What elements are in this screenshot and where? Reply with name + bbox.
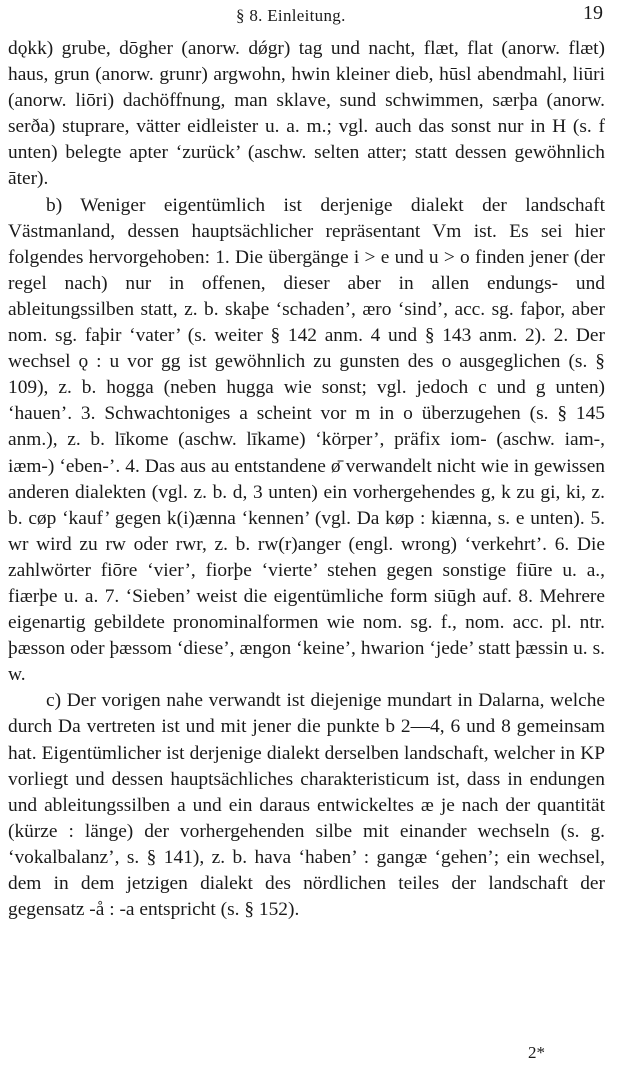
page-number: 19 bbox=[583, 2, 603, 24]
signature-mark: 2* bbox=[528, 1043, 545, 1062]
paragraph-b-vastmanland: b) Weniger eigentümlich ist derjenige dialekt der landschaft Västmanland, dessen hauptsächlicher repräsentant Vm ist. Es sei hier folgendes hervorgehoben: 1. Die übergänge i > e und u > o finden jener (der regel nach) nur in offenen, dieser aber in allen endungs- und ableitungssilben statt, z. b. skaþe ‘schaden’, æro ‘sind’, acc. sg. faþor, aber nom. sg. faþir ‘vater’ (s. weiter § 142 anm. 4 und § 143 anm. 2). 2. Der wechsel ǫ : u vor gg ist gewöhnlich zu gunsten des o ausgeglichen (s. § 109), z. b. hogga (neben hugga wie sonst; vgl. jedoch c und g unten) ‘hauen’. 3. Schwachtoniges a scheint vor m in o überzugehen (s. § 145 anm.), z. b. līkome (aschw. līkame) ‘körper’, präfix iom- (aschw. iam-, iæm-) ‘eben-’. 4. Das aus au entstandene ø̄ verwandelt nicht wie in gewissen anderen dialekten (vgl. z. b. d, 3 unten) ein vorhergehendes g, k zu gi, ki, z. b. cøp ‘kauf’ gegen k(i)ænna ‘kennen’ (vgl. Da køp : kiænna, s. e unten). 5. wr wird zu rw oder rwr, z. b. rw(r)anger (engl. wrong) ‘verkehrt’. 6. Die zahlwörter fiōre ‘vier’, fiorþe ‘vierte’ stehen gegen sonstige fiūre u. a., fiærþe u. a. 7. ‘Sieben’ weist die eigentümliche form siūgh auf. 8. Mehrere eigenartig gebildete pronominalformen wie nom. sg. f., nom. acc. pl. ntr. þæsson oder þæssom ‘diese’, ængon ‘keine’, hwarion ‘jede’ statt þæssin u. s. w. bbox=[8, 194, 605, 686]
body-text bbox=[8, 36, 605, 923]
running-head-title: § 8. Einleitung. bbox=[236, 6, 346, 25]
paragraph-c-dalarna: c) Der vorigen nahe verwandt ist diejenige mundart in Dalarna, welche durch Da vertreten ist und mit jener die punkte b 2—4, 6 und 8 gemeinsam hat. Eigentümlicher ist derjenige dialekt derselben landschaft, welcher in KP vorliegt und dessen hauptsächliches charakteristicum ist, dass in endungen und ableitungssilben a und ein daraus entwickeltes æ je nach der quantität (kürze : länge) der vorhergehenden silbe mit einander wechseln (s. g. ‘vokalbalanz’, s. § 141), z. b. hava ‘haben’ : gangæ ‘gehen’; ein wechsel, dem in dem jetzigen dialekt des nördlichen teiles der landschaft der gegensatz -å : -a entspricht (s. § 152). bbox=[8, 690, 605, 921]
paragraph-a-continued: dǫkk) grube, dōgher (anorw. dǿgr) tag und nacht, flæt, flat (anorw. flæt) haus, grun (anorw. grunr) argwohn, hwin kleiner dieb, hūsl abendmahl, liūri (anorw. liōri) dachöffnung, man sklave, sund schwimmen, særþa (anorw. serða) stuprare, vätter eidleister u. a. m.; vgl. auch das sonst nur in H (s. f unten) belegte apter ‘zurück’ (aschw. selten atter; statt dessen gewöhnlich āter). bbox=[8, 38, 605, 190]
running-head bbox=[0, 2, 621, 30]
